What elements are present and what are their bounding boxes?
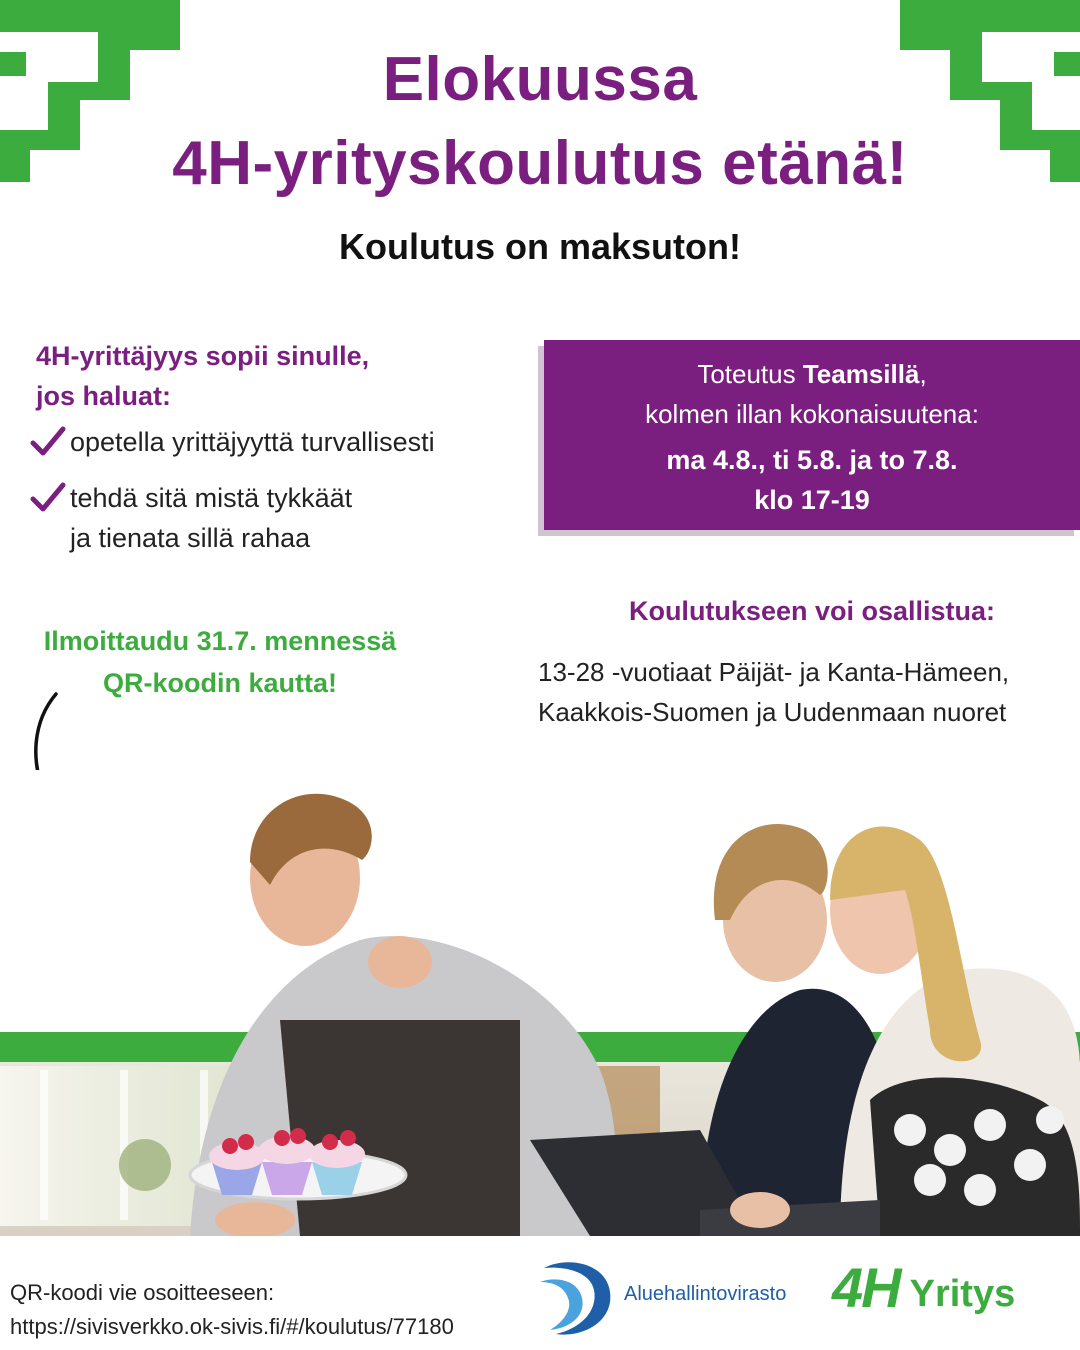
intro-heading (36, 336, 476, 416)
brand-word: Yritys (909, 1273, 1016, 1315)
qr-url-link[interactable]: https://sivisverkko.ok-sivis.fi/#/koulutus/77180 (10, 1314, 454, 1339)
check-icon (30, 426, 66, 458)
qr-link-info (10, 1276, 454, 1344)
check-icon (30, 482, 66, 514)
title-line-2: 4H-yrityskoulutus etänä! (172, 129, 908, 198)
platform-name: Teamsillä (802, 359, 920, 389)
benefit-list (30, 422, 510, 574)
benefit-text: opetella yrittäjyyttä turvallisesti (70, 427, 435, 457)
schedule-dates: ma 4.8., ti 5.8. ja to 7.8. (666, 445, 958, 475)
subtitle-free-course: Koulutus on maksuton! (339, 226, 741, 267)
schedule-time: klo 17-19 (754, 485, 870, 515)
intro-line-2: jos haluat: (36, 381, 172, 411)
page-title (0, 38, 1080, 206)
aluehallintovirasto-logo-icon (536, 1258, 614, 1338)
brand-logo-4h-yritys (832, 1256, 1016, 1319)
benefit-text-continued: ja tienata sillä rahaa (70, 523, 311, 553)
title-line-1: Elokuussa (382, 45, 698, 114)
schedule-platform: Toteutus Teamsillä, (697, 359, 927, 389)
schedule-box (544, 340, 1080, 530)
benefit-item (30, 422, 510, 462)
register-call-to-action: Ilmoittaudu 31.7. mennessä QR-koodin kautta! (43, 626, 397, 698)
partner-name: Aluehallintovirasto (624, 1283, 787, 1305)
qr-label: QR-koodi vie osoitteeseen: (10, 1280, 275, 1305)
intro-line-1: 4H-yrittäjyys sopii sinulle, (36, 341, 370, 371)
hero-photo (0, 770, 1080, 1236)
participation-text: 13-28 -vuotiaat Päijät- ja Kanta-Hämeen, Kaakkois-Suomen ja Uudenmaan nuoret (538, 657, 1010, 727)
benefit-item (30, 478, 510, 558)
benefit-text: tehdä sitä mistä tykkäät (70, 483, 353, 513)
brand-mark: 4H (832, 1256, 900, 1319)
schedule-format: kolmen illan kokonaisuutena: (645, 399, 979, 429)
participation-heading: Koulutukseen voi osallistua: (628, 596, 996, 626)
